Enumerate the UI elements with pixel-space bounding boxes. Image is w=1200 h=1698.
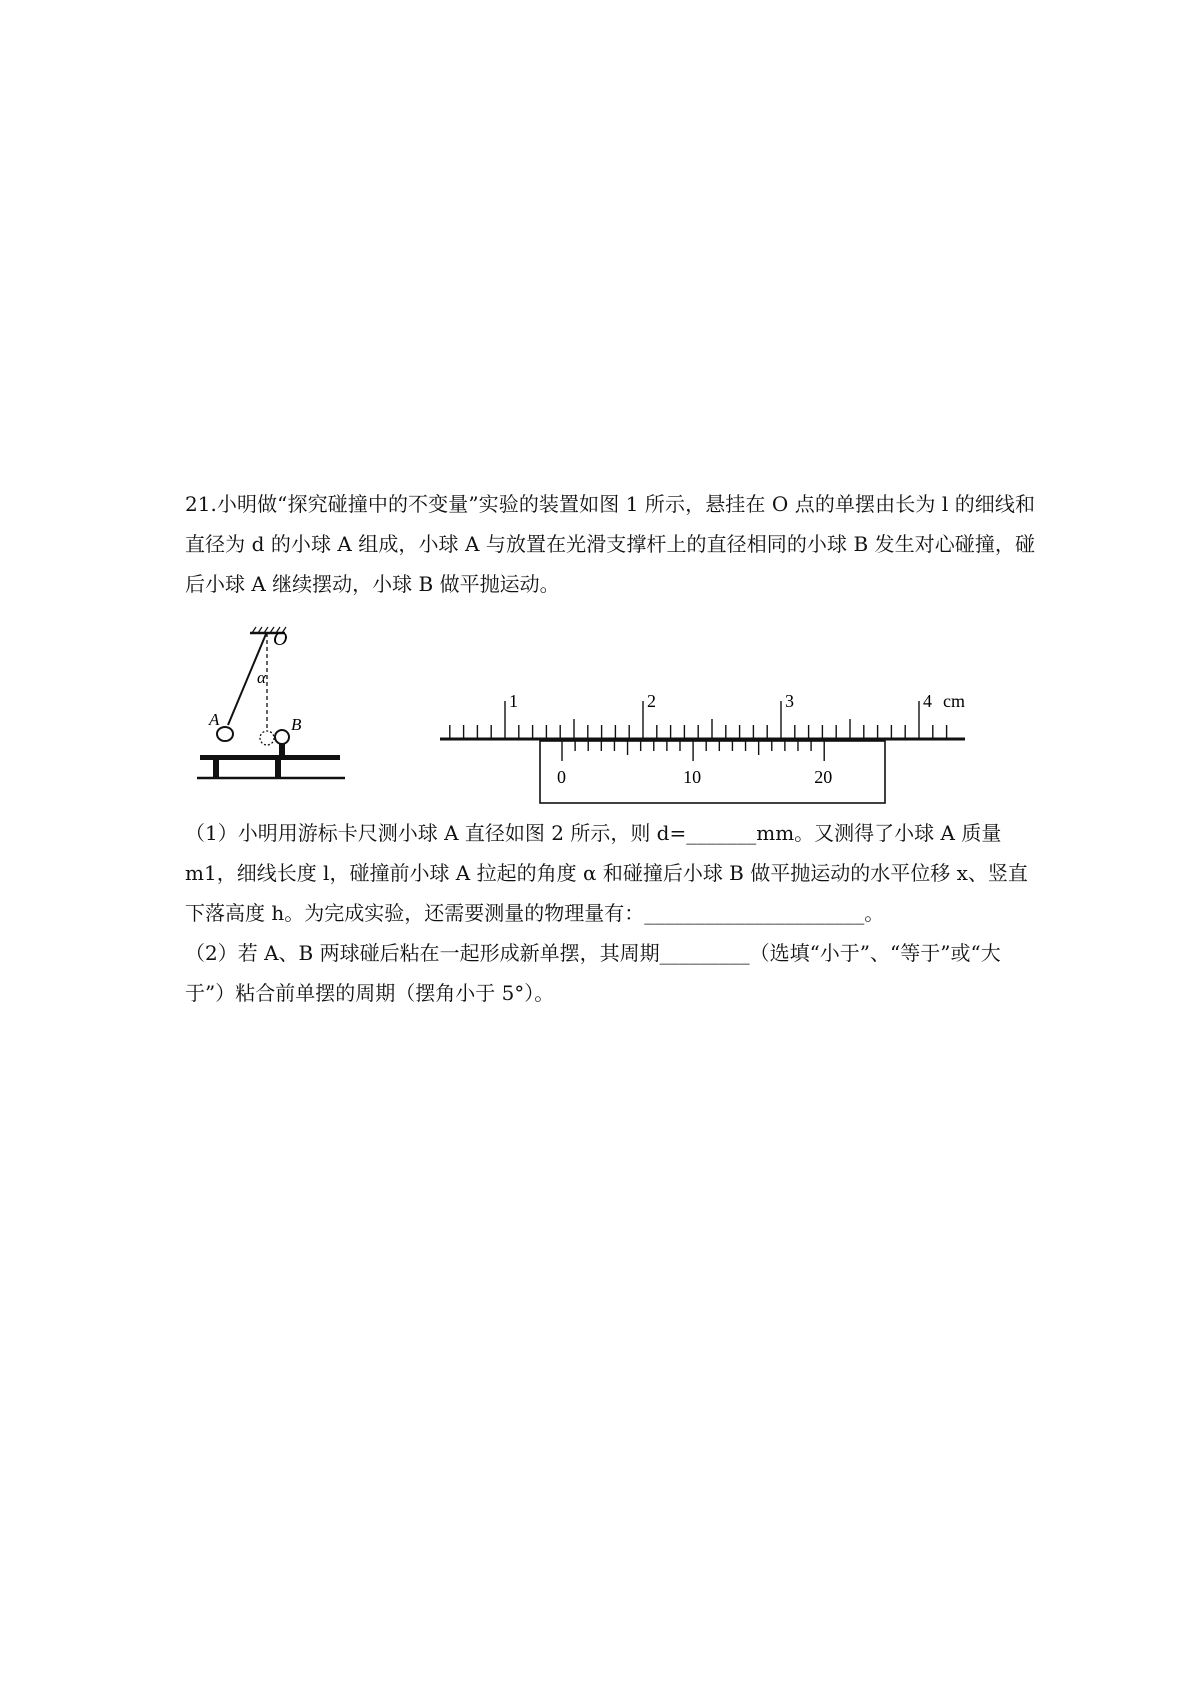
- main-scale-label: 1: [509, 691, 518, 711]
- part-2-text: （2）若 A、B 两球碰后粘在一起形成新单摆，其周期_________（选填“小于”、“等于”或“大于”）粘合前单摆的周期（摆角小于 5°）。: [185, 941, 1001, 1005]
- vernier-caliper-figure: [435, 687, 975, 807]
- ball-a: [217, 727, 233, 741]
- main-scale-label: 2: [647, 691, 656, 711]
- support-rod: [279, 744, 285, 755]
- ball-a-lowest-position: [260, 731, 274, 745]
- vernier-label: 10: [683, 767, 702, 787]
- main-scale-label: 3: [785, 691, 794, 711]
- vernier-label: 0: [557, 767, 566, 787]
- figures: [185, 625, 1035, 805]
- sub-questions: [185, 813, 1035, 1013]
- question-stem: [185, 484, 1035, 604]
- pendulum-figure: [195, 625, 355, 805]
- label-a: A: [209, 710, 220, 729]
- table-leg-left: [213, 760, 219, 778]
- main-scale-label: 4: [923, 691, 932, 711]
- label-alpha: α: [257, 668, 266, 687]
- question-stem-text: 21.小明做“探究碰撞中的不变量”实验的装置如图 1 所示，悬挂在 O 点的单摆由长为 l 的细线和直径为 d 的小球 A 组成，小球 A 与放置在光滑支撑杆上的直径相同的小球 B 发生对心碰撞，碰后小球 A 继续摆动，小球 B 做平抛运动。: [185, 492, 1035, 596]
- vernier-label: 20: [814, 767, 833, 787]
- part-1-text: （1）小明用游标卡尺测小球 A 直径如图 2 所示，则 d=_______mm。又测得了小球 A 质量 m1，细线长度 l，碰撞前小球 A 拉起的角度 α 和碰撞后小球 B 做平抛运动的水平位移 x、竖直下落高度 h。为完成实验，还需要测量的物理量有：______________________。: [185, 821, 1028, 925]
- unit-label: cm: [943, 691, 965, 711]
- label-b: B: [291, 715, 302, 734]
- ball-b: [275, 730, 289, 744]
- vernier-frame: [540, 741, 885, 803]
- table-top: [200, 755, 340, 760]
- label-o: O: [273, 628, 288, 650]
- table-leg-right: [275, 760, 281, 778]
